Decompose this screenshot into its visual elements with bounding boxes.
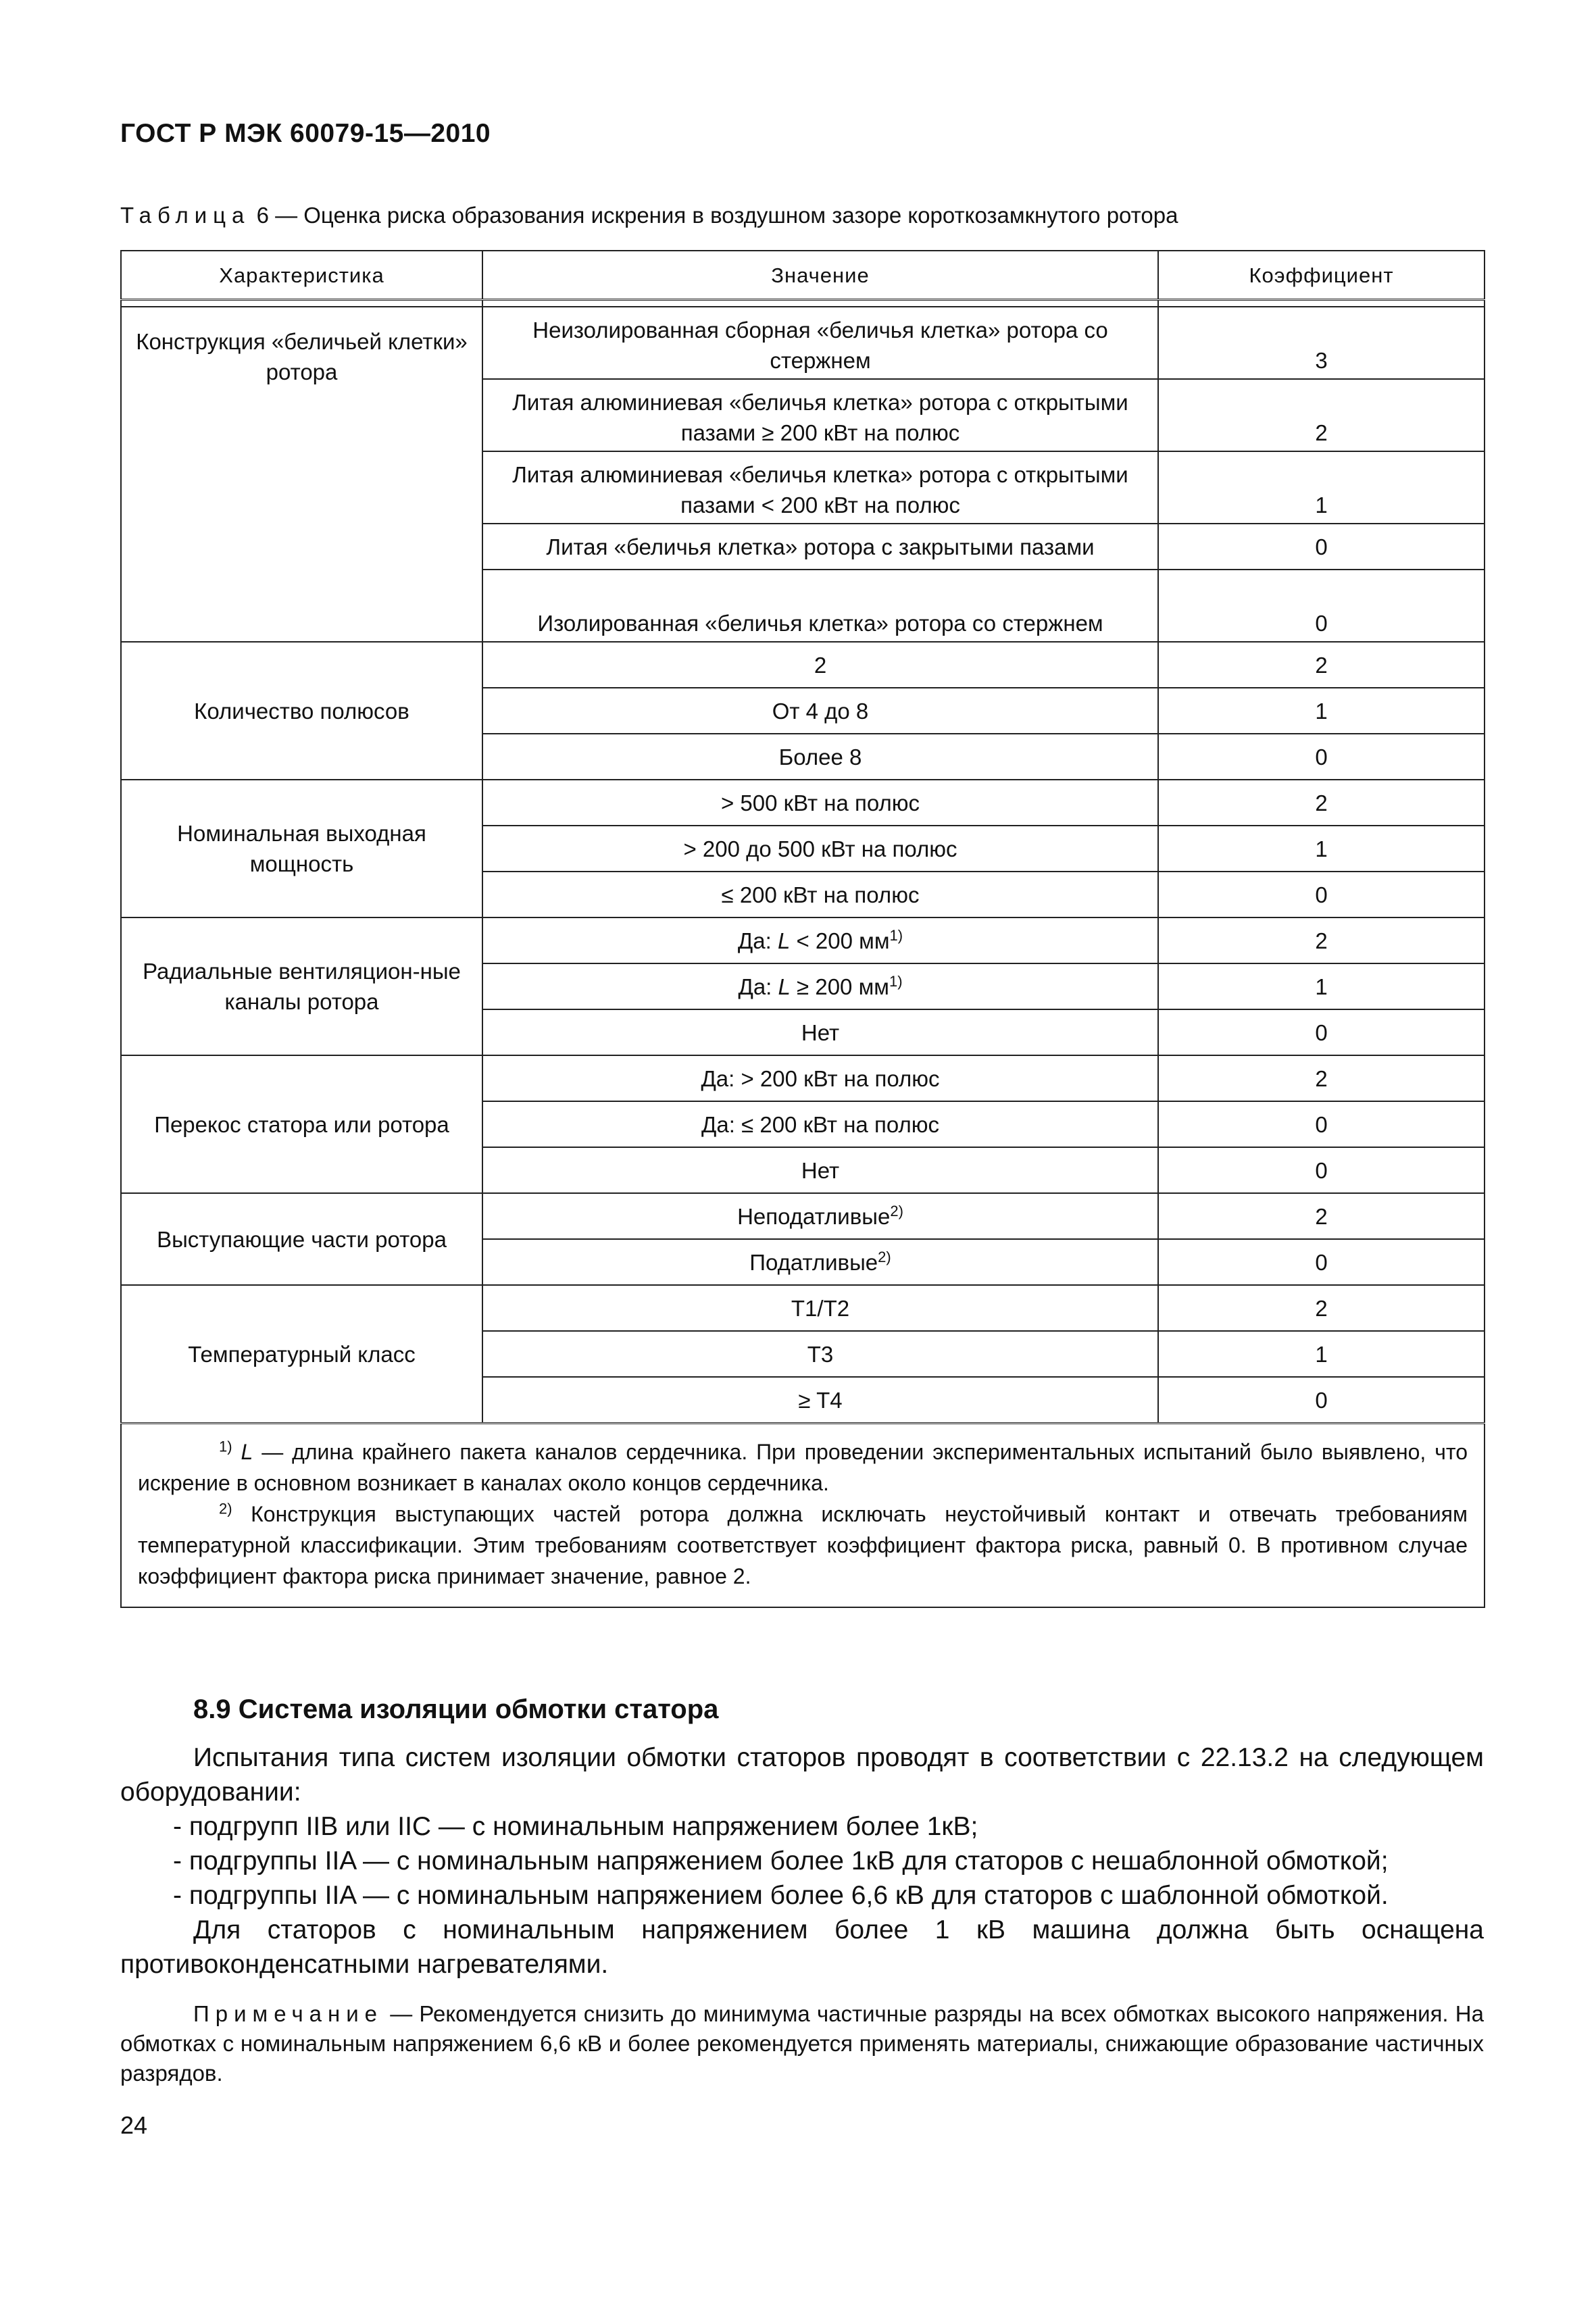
- value-cell: Изолированная «беличья клетка» ротора со стержнем: [482, 570, 1158, 642]
- column-header-characteristic: Характеристика: [121, 251, 482, 300]
- footnote-ref: 2): [878, 1248, 891, 1265]
- table-footnotes: [121, 1424, 1485, 1608]
- characteristic-cell: Номинальная выходная мощность: [121, 780, 482, 917]
- coefficient-cell: 2: [1158, 379, 1485, 451]
- value-cell: Нет: [482, 1009, 1158, 1055]
- coefficient-cell: 1: [1158, 963, 1485, 1009]
- list-item: - подгруппы IIA — с номинальным напряжением более 1кВ для статоров с нешаблонной обмоткой;: [173, 1846, 1389, 1876]
- coefficient-cell: 2: [1158, 1285, 1485, 1331]
- footnote-ref: 1): [889, 926, 903, 944]
- value-cell: > 500 кВт на полюс: [482, 780, 1158, 826]
- footnote-2-mark: 2): [219, 1500, 232, 1517]
- coefficient-cell: 2: [1158, 1193, 1485, 1239]
- value-cell: От 4 до 8: [482, 688, 1158, 734]
- coefficient-cell: 1: [1158, 688, 1485, 734]
- coefficient-cell: 2: [1158, 780, 1485, 826]
- section-note: [120, 1999, 1484, 2088]
- value-cell: Литая «беличья клетка» ротора с закрытыми пазами: [482, 524, 1158, 570]
- coefficient-cell: 0: [1158, 872, 1485, 917]
- value-cell: Более 8: [482, 734, 1158, 780]
- risk-table: [120, 250, 1485, 1608]
- list-item: - подгрупп IIB или IIC — с номинальным напряжением более 1кВ;: [173, 1812, 978, 1841]
- value-cell: ≥ T4: [482, 1377, 1158, 1424]
- table-caption-text: 6 — Оценка риска образования искрения в воздушном зазоре короткозамкнутого ротора: [256, 203, 1178, 228]
- table-caption-word: Таблица: [120, 203, 251, 228]
- column-header-value: Значение: [482, 251, 1158, 300]
- coefficient-cell: 2: [1158, 1055, 1485, 1101]
- coefficient-cell: 1: [1158, 1331, 1485, 1377]
- footnote-1: [138, 1436, 1468, 1499]
- coefficient-cell: 0: [1158, 524, 1485, 570]
- footnote-1-text: — длина крайнего пакета каналов сердечника. При проведении экспериментальных испытаний было выявлено, что искрение в основном возникает в каналах около концов сердечника.: [138, 1440, 1468, 1495]
- coefficient-cell: 0: [1158, 1147, 1485, 1193]
- value-cell: 2: [482, 642, 1158, 688]
- column-header-coefficient: Коэффициент: [1158, 251, 1485, 300]
- note-text: — Рекомендуется снизить до минимума частичные разряды на всех обмотках высокого напряжения. На обмотках с номинальным напряжением 6,6 кВ и более рекомендуется применять материалы, снижающие образование частичных разрядов.: [120, 2001, 1484, 2086]
- coefficient-cell: 0: [1158, 734, 1485, 780]
- table-row: [121, 1193, 1485, 1239]
- value-cell: T1/T2: [482, 1285, 1158, 1331]
- footnote-ref: 1): [889, 972, 903, 990]
- section-intro: Испытания типа систем изоляции обмотки статоров проводят в соответствии с 22.13.2 на следующем оборудовании:: [120, 1743, 1484, 1807]
- coefficient-cell: 0: [1158, 570, 1485, 642]
- footnote-2: [138, 1499, 1468, 1592]
- coefficient-cell: 2: [1158, 917, 1485, 963]
- table-row: [121, 642, 1485, 688]
- value-prefix: Да:: [737, 928, 778, 953]
- characteristic-cell: Температурный класс: [121, 1285, 482, 1424]
- value-cell: Да: > 200 кВт на полюс: [482, 1055, 1158, 1101]
- table-row: [121, 307, 1485, 379]
- characteristic-cell: Радиальные вентиляцион-ные каналы ротора: [121, 917, 482, 1055]
- footnote-1-mark: 1): [219, 1438, 232, 1455]
- value-cell: T3: [482, 1331, 1158, 1377]
- value-cell: [482, 917, 1158, 963]
- value-text: Податливые: [749, 1249, 878, 1275]
- header-separator: [121, 300, 1485, 307]
- value-variable: L: [778, 974, 791, 999]
- coefficient-cell: 2: [1158, 642, 1485, 688]
- coefficient-cell: 0: [1158, 1377, 1485, 1424]
- value-cell: [482, 1193, 1158, 1239]
- value-variable: L: [777, 928, 791, 953]
- coefficient-cell: 0: [1158, 1009, 1485, 1055]
- section-closing: Для статоров с номинальным напряжением более 1 кВ машина должна быть оснащена противоконденсатными нагревателями.: [120, 1915, 1484, 1979]
- characteristic-cell: Перекос статора или ротора: [121, 1055, 482, 1193]
- footnote-2-text: Конструкция выступающих частей ротора должна исключать неустойчивый контакт и отвечать требованиям температурной классификации. Этим требованиям соответствует коэффициент фактора риска, равный 0. В противном случае коэффициент фактора риска принимает значение, равное 2.: [138, 1502, 1468, 1588]
- value-cell: Литая алюминиевая «беличья клетка» ротора с открытыми пазами ≥ 200 кВт на полюс: [482, 379, 1158, 451]
- section-title: 8.9 Система изоляции обмотки статора: [193, 1694, 719, 1724]
- coefficient-cell: 0: [1158, 1101, 1485, 1147]
- section-8-9: [120, 1692, 1484, 2088]
- table-footnotes-row: [121, 1424, 1485, 1608]
- table-header-row: [121, 251, 1485, 300]
- value-cell: Да: ≤ 200 кВт на полюс: [482, 1101, 1158, 1147]
- value-prefix: Да:: [738, 974, 778, 999]
- characteristic-cell: Количество полюсов: [121, 642, 482, 780]
- table-row: [121, 917, 1485, 963]
- value-text: ≥ 200 мм: [790, 974, 889, 999]
- table-caption: [120, 203, 1178, 228]
- table-row: [121, 780, 1485, 826]
- value-cell: Неизолированная сборная «беличья клетка» ротора со стержнем: [482, 307, 1158, 379]
- value-cell: [482, 1239, 1158, 1285]
- value-cell: Литая алюминиевая «беличья клетка» ротора с открытыми пазами < 200 кВт на полюс: [482, 451, 1158, 524]
- footnote-1-variable: L: [241, 1440, 253, 1464]
- coefficient-cell: 3: [1158, 307, 1485, 379]
- value-cell: [482, 963, 1158, 1009]
- coefficient-cell: 0: [1158, 1239, 1485, 1285]
- value-cell: > 200 до 500 кВт на полюс: [482, 826, 1158, 872]
- value-cell: Нет: [482, 1147, 1158, 1193]
- footnote-ref: 2): [890, 1202, 903, 1219]
- document-header: ГОСТ Р МЭК 60079-15—2010: [120, 119, 491, 148]
- characteristic-cell: Выступающие части ротора: [121, 1193, 482, 1285]
- value-cell: ≤ 200 кВт на полюс: [482, 872, 1158, 917]
- table-row: [121, 1055, 1485, 1101]
- note-word: Примечание: [193, 2001, 384, 2026]
- value-text: < 200 мм: [790, 928, 890, 953]
- list-item: - подгруппы IIA — с номинальным напряжением более 6,6 кВ для статоров с шаблонной обмоткой.: [173, 1881, 1389, 1910]
- table-row: [121, 1285, 1485, 1331]
- value-text: Неподатливые: [737, 1203, 891, 1229]
- coefficient-cell: 1: [1158, 451, 1485, 524]
- coefficient-cell: 1: [1158, 826, 1485, 872]
- characteristic-cell: Конструкция «беличьей клетки» ротора: [121, 307, 482, 642]
- page-number: 24: [120, 2111, 148, 2139]
